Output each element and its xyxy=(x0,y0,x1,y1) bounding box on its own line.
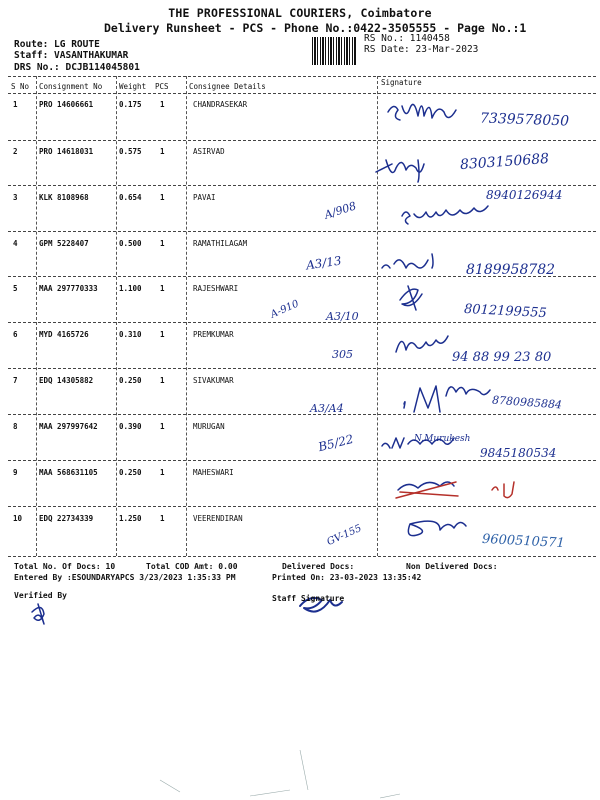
non-delivered-docs: Non Delivered Docs: xyxy=(406,562,498,571)
row-3-weight: 0.654 xyxy=(119,193,142,202)
note-r5-unit-b: A3/10 xyxy=(326,310,359,323)
row-10-consignment: EDQ 22734339 xyxy=(39,514,94,523)
signature-row-1 xyxy=(388,104,456,120)
row-9-consignment: MAA 568631105 xyxy=(39,468,98,477)
note-r4-phone: 8189958782 xyxy=(466,262,556,278)
row-10-weight: 1.250 xyxy=(119,514,142,523)
printed-on: Printed On: 23-03-2023 13:35:42 xyxy=(272,573,422,582)
signature-row-10 xyxy=(408,521,466,536)
note-r8-phone: 9845180534 xyxy=(480,446,557,460)
row-7-pcs: 1 xyxy=(160,376,165,385)
note-r6-phone: 94 88 99 23 80 xyxy=(452,350,552,365)
signature-row-3 xyxy=(402,206,488,224)
staff-signature-label: Staff Signature xyxy=(272,594,345,603)
row-6-consignee: PREMKUMAR xyxy=(193,330,234,339)
row-6-consignment: MYD 4165726 xyxy=(39,330,89,339)
row-1-pcs: 1 xyxy=(160,100,165,109)
total-docs: Total No. Of Docs: 10 xyxy=(14,562,116,571)
signature-row-4 xyxy=(382,254,433,268)
row-5-pcs: 1 xyxy=(160,284,165,293)
row-10-pcs: 1 xyxy=(160,514,165,523)
note-r3-unit: A/908 xyxy=(322,199,358,222)
row-6-sno: 6 xyxy=(13,330,18,339)
row-2-weight: 0.575 xyxy=(119,147,142,156)
initials-row-9 xyxy=(492,482,514,498)
row-7-consignment: EDQ 14305882 xyxy=(39,376,94,385)
row-3-consignee: PAVAI xyxy=(193,193,216,202)
note-r5-unit-a: A-910 xyxy=(269,298,301,321)
signature-row-9 xyxy=(398,482,454,490)
row-4-pcs: 1 xyxy=(160,239,165,248)
row-7-sno: 7 xyxy=(13,376,18,385)
delivered-docs: Delivered Docs: xyxy=(282,562,355,571)
row-8-sno: 8 xyxy=(13,422,18,431)
row-7-consignee: SIVAKUMAR xyxy=(193,376,234,385)
row-4-consignee: RAMATHILAGAM xyxy=(193,239,248,248)
signature-row-7 xyxy=(404,386,490,412)
row-2-consignment: PRO 14618031 xyxy=(39,147,94,156)
runsheet-subtitle: Delivery Runsheet - PCS - Phone No.:0422-3505555 - Page No.:1 xyxy=(104,21,527,35)
row-5-weight: 1.100 xyxy=(119,284,142,293)
row-1-consignee: CHANDRASEKAR xyxy=(193,100,248,109)
row-6-pcs: 1 xyxy=(160,330,165,339)
row-2-sno: 2 xyxy=(13,147,18,156)
note-r3-phone: 8940126944 xyxy=(486,188,563,202)
col-consignee: Consignee Details xyxy=(189,82,266,91)
row-3-pcs: 1 xyxy=(160,193,165,202)
note-r6-unit: 305 xyxy=(332,348,353,361)
row-6-weight: 0.310 xyxy=(119,330,142,339)
row-4-sno: 4 xyxy=(13,239,18,248)
note-r5-phone: 8012199555 xyxy=(463,301,548,322)
row-5-consignment: MAA 297770333 xyxy=(39,284,98,293)
row-5-consignee: RAJESHWARI xyxy=(193,284,239,293)
rs-number: RS No.: 1140458 xyxy=(364,33,450,44)
row-8-consignment: MAA 297997642 xyxy=(39,422,98,431)
signature-row-6 xyxy=(396,336,448,352)
note-r10-phone: 9600510571 xyxy=(481,531,566,552)
row-9-weight: 0.250 xyxy=(119,468,142,477)
signature-row-2 xyxy=(376,160,424,182)
row-8-consignee: MURUGAN xyxy=(193,422,225,431)
verified-by-label: Verified By xyxy=(14,591,67,600)
row-7-weight: 0.250 xyxy=(119,376,142,385)
note-r4-unit: A3/13 xyxy=(305,253,343,273)
row-4-consignment: GPM 5228407 xyxy=(39,239,89,248)
col-pcs: PCS xyxy=(155,82,169,91)
note-r10-unit: GV-155 xyxy=(325,522,364,549)
staff-label: Staff: VASANTHAKUMAR xyxy=(14,50,129,61)
row-10-consignee: VEERENDIRAN xyxy=(193,514,243,523)
note-r1-phone: 7339578050 xyxy=(479,110,570,130)
row-9-pcs: 1 xyxy=(160,468,165,477)
row-8-pcs: 1 xyxy=(160,422,165,431)
col-sno: S No xyxy=(11,82,30,91)
note-r7-phone: 8780985884 xyxy=(491,393,563,412)
row-2-pcs: 1 xyxy=(160,147,165,156)
note-r8-name: N.Murukesh xyxy=(414,434,471,444)
row-3-sno: 3 xyxy=(13,193,18,202)
row-4-weight: 0.500 xyxy=(119,239,142,248)
scan-marks xyxy=(0,700,600,800)
col-consignment: Consignment No xyxy=(39,82,103,91)
note-r8-unit: B5/22 xyxy=(316,431,355,455)
row-8-weight: 0.390 xyxy=(119,422,142,431)
row-1-consignment: PRO 14606661 xyxy=(39,100,94,109)
rs-date: RS Date: 23-Mar-2023 xyxy=(364,44,479,55)
row-10-sno: 10 xyxy=(13,514,23,523)
note-r2-phone: 8303150688 xyxy=(459,150,550,174)
verified-signature xyxy=(32,604,44,624)
company-title: THE PROFESSIONAL COURIERS, Coimbatore xyxy=(168,6,432,20)
row-5-sno: 5 xyxy=(13,284,18,293)
row-9-consignee: MAHESWARI xyxy=(193,468,234,477)
row-9-sno: 9 xyxy=(13,468,18,477)
row-3-consignment: KLK 8108968 xyxy=(39,193,89,202)
col-signature: Signature xyxy=(381,78,422,87)
note-r7-unit: A3/A4 xyxy=(310,402,344,415)
signature-row-5 xyxy=(400,286,422,310)
col-weight: Weight xyxy=(119,82,147,91)
route-label: Route: LG ROUTE xyxy=(14,39,100,50)
drs-number: DRS No.: DCJB114045801 xyxy=(14,62,140,73)
row-1-weight: 0.175 xyxy=(119,100,142,109)
total-cod: Total COD Amt: 0.00 xyxy=(146,562,238,571)
row-2-consignee: ASIRVAD xyxy=(193,147,225,156)
row-1-sno: 1 xyxy=(13,100,18,109)
entered-by: Entered By :ESOUNDARYAPCS 3/23/2023 1:35:33 PM xyxy=(14,573,236,582)
